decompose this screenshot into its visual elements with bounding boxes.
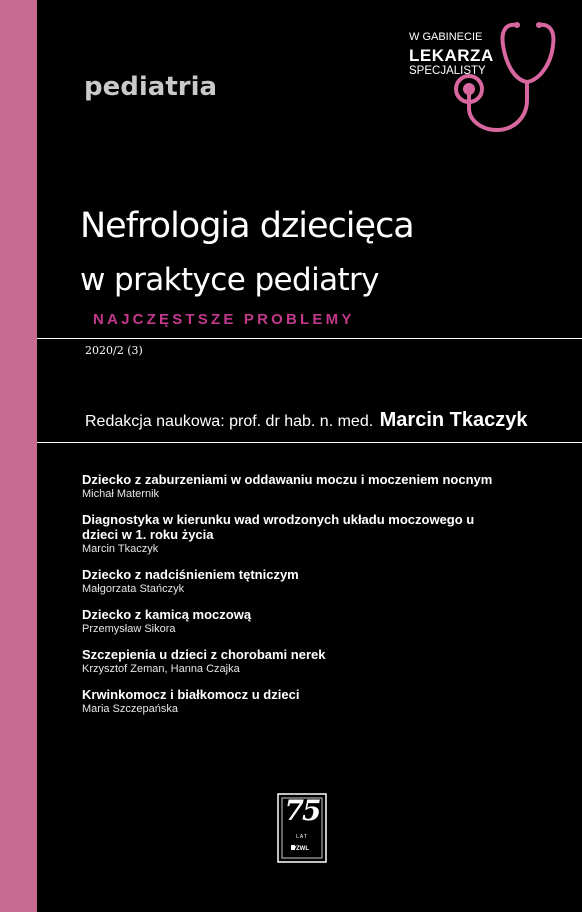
toc-item-author: Maria Szczepańska — [82, 703, 178, 715]
toc-item-title: Szczepienia u dzieci z chorobami nerek — [82, 647, 326, 662]
publisher-name: PZWL — [292, 846, 309, 852]
toc-item-author: Michał Maternik — [82, 488, 160, 500]
toc-item-author: Krzysztof Zeman, Hanna Czajka — [82, 663, 240, 675]
toc-item — [82, 512, 552, 556]
title-line-2: w praktyce pediatry — [80, 262, 379, 298]
toc-item — [82, 472, 552, 501]
editor-line — [85, 409, 527, 432]
editor-name: Marcin Tkaczyk — [379, 409, 528, 431]
subtitle: NAJCZĘSTSZE PROBLEMY — [93, 311, 355, 328]
toc-item-author: Małgorzata Stańczyk — [82, 583, 185, 595]
toc-item-title: Dziecko z zaburzeniami w oddawaniu moczu i moczeniem nocnym — [82, 472, 493, 487]
badge-line-1: W GABINECIE — [409, 31, 483, 43]
publisher-anniversary-unit: LAT — [296, 834, 308, 840]
series-label: pediatria — [84, 72, 218, 102]
cover-spine-stripe — [0, 0, 37, 912]
toc-item-title: Krwinkomocz i białkomocz u dzieci — [82, 687, 300, 702]
publisher-anniversary: 75 — [284, 794, 320, 827]
toc-item-title: Diagnostyka w kierunku wad wrodzonych układu moczowego u dzieci w 1. roku życia — [82, 512, 475, 542]
divider-bottom — [37, 442, 582, 443]
toc-item — [82, 647, 552, 676]
editor-prefix: Redakcja naukowa: prof. dr hab. n. med. — [85, 413, 374, 430]
toc-item-author: Marcin Tkaczyk — [82, 543, 159, 555]
divider-top — [37, 338, 582, 339]
table-of-contents — [82, 472, 552, 727]
toc-item-title: Dziecko z kamicą moczową — [82, 607, 252, 622]
toc-item-title: Dziecko z nadciśnieniem tętniczym — [82, 567, 299, 582]
badge-line-2: LEKARZA — [409, 46, 494, 65]
toc-item — [82, 567, 552, 596]
badge-line-3: SPECJALISTY — [409, 65, 486, 77]
title-line-1: Nefrologia dziecięca — [80, 206, 414, 246]
toc-item — [82, 687, 552, 716]
toc-item — [82, 607, 552, 636]
toc-item-author: Przemysław Sikora — [82, 623, 176, 635]
issue-number: 2020/2 (3) — [85, 344, 143, 357]
